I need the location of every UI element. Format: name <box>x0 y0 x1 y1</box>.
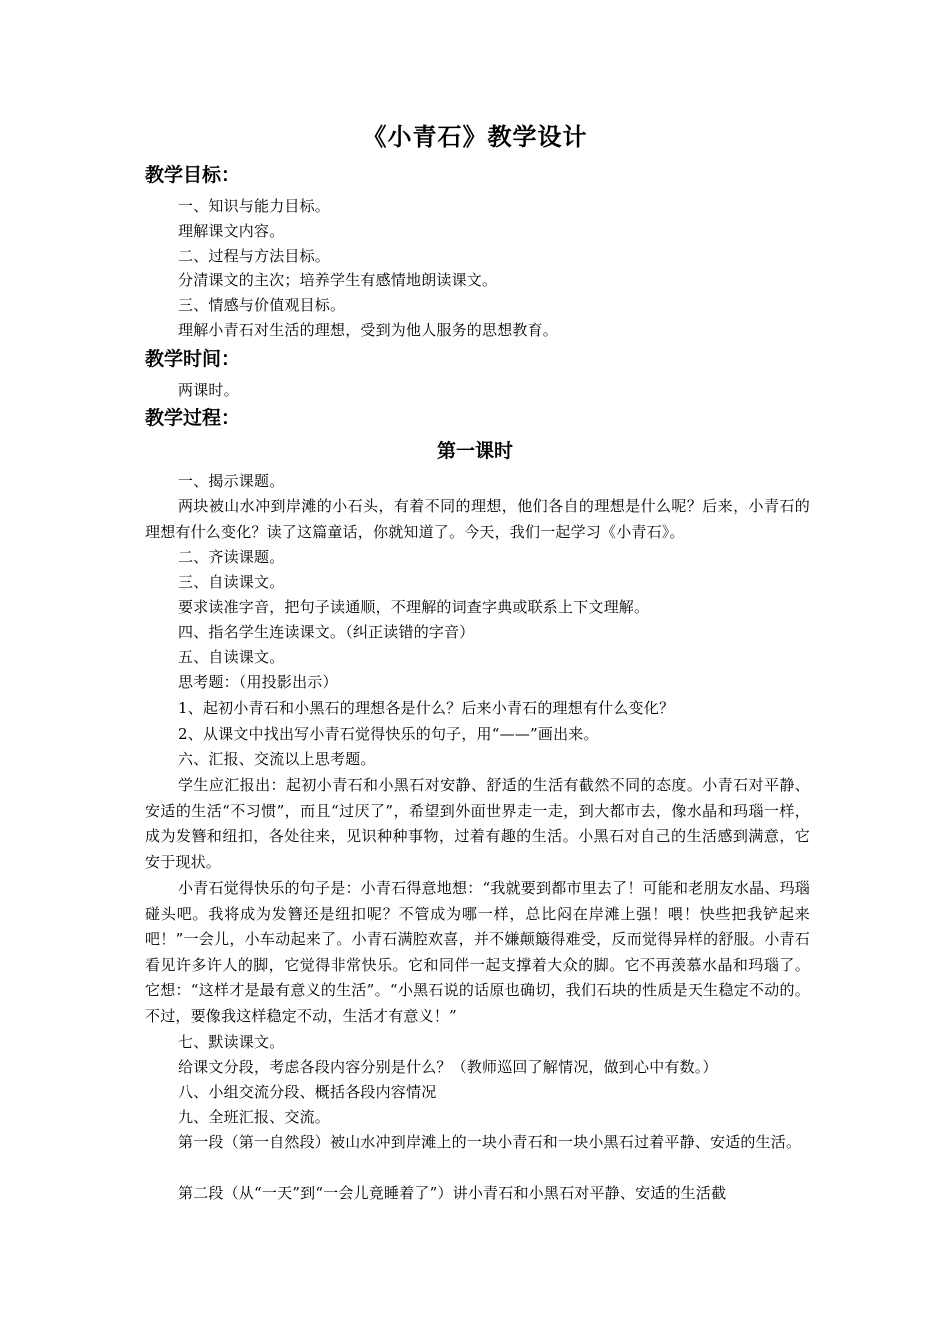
process-paragraph: 2、从课文中找出写小青石觉得快乐的句子，用“——”画出来。 <box>178 725 599 743</box>
process-paragraph: 给课文分段，考虑各段内容分别是什么？（教师巡回了解情况，做到心中有数。） <box>178 1058 718 1076</box>
process-paragraph: 六、汇报、交流以上思考题。 <box>178 750 376 768</box>
document-title: 《小青石》教学设计 <box>362 123 588 151</box>
process-paragraph: 1、起初小青石和小黑石的理想各是什么？后来小青石的理想有什么变化？ <box>178 699 675 717</box>
goal-line: 分清课文的主次；培养学生有感情地朗读课文。 <box>178 271 498 289</box>
goal-line: 三、情感与价值观目标。 <box>178 296 346 314</box>
goal-line: 理解小青石对生活的理想，受到为他人服务的思想教育。 <box>178 321 559 339</box>
goal-line: 理解课文内容。 <box>178 222 285 240</box>
process-paragraph: 要求读准字音，把句子读通顺，不理解的词查字典或联系上下文理解。 <box>178 598 650 616</box>
process-paragraph: 五、自读课文。 <box>178 648 285 666</box>
process-paragraph: 四、指名学生连读课文。（纠正读错的字音） <box>178 623 475 641</box>
process-paragraph: 第一段（第一自然段）被山水冲到岸滩上的一块小青石和一块小黑石过着平静、安适的生活。 <box>178 1133 802 1151</box>
process-paragraph: 七、默读课文。 <box>178 1033 285 1051</box>
process-paragraph: 三、自读课文。 <box>178 573 285 591</box>
process-paragraph: 学生应汇报出：起初小青石和小黑石对安静、舒适的生活有截然不同的态度。小青石对平静、安适的生活“不习惯”，而且“过厌了”，希望到外面世界走一走，到大都市去，像水晶和玛瑙一样，成为发簪和纽扣，各处往来，见识种种事物，过着有趣的生活。小黑石对自己的生活感到满意，它安于现状。 <box>145 776 810 871</box>
process-paragraph: 九、全班汇报、交流。 <box>178 1108 331 1126</box>
lesson-title: 第一课时 <box>436 440 513 462</box>
time-text: 两课时。 <box>178 381 239 399</box>
process-paragraph: 小青石觉得快乐的句子是：小青石得意地想：“我就要到都市里去了！可能和老朋友水晶、玛瑙碰头吧。我将成为发簪还是纽扣呢？不管成为哪一样，总比闷在岸滩上强！喂！快些把我铲起来吧！”一会儿，小车动起来了。小青石满腔欢喜，并不嫌颠簸得难受，反而觉得异样的舒服。小青石看见许多许人的脚，它觉得非常快乐。它和同伴一起支撑着大众的脚。它不再羡慕水晶和玛瑙了。它想：“这样才是最有意义的生活”。“小黑石说的话原也确切，我们石块的性质是天生稳定不动的。不过，要像我这样稳定不动，生活才有意义！” <box>145 879 810 1025</box>
process-paragraph: 思考题：（用投影出示） <box>178 673 338 691</box>
goal-line: 二、过程与方法目标。 <box>178 247 331 265</box>
time-heading: 教学时间： <box>145 348 241 370</box>
process-paragraph: 第二段（从“一天”到“一会儿竟睡着了”）讲小青石和小黑石对平静、安适的生活截 <box>178 1184 727 1202</box>
process-heading: 教学过程： <box>145 407 241 429</box>
process-paragraph: 二、齐读课题。 <box>178 548 285 566</box>
process-paragraph: 一、揭示课题。 <box>178 472 285 490</box>
process-paragraph: 八、小组交流分段、概括各段内容情况 <box>178 1083 437 1101</box>
process-paragraph: 两块被山水冲到岸滩的小石头，有着不同的理想，他们各自的理想是什么呢？后来，小青石的理想有什么变化？读了这篇童话，你就知道了。今天，我们一起学习《小青石》。 <box>145 497 810 541</box>
goal-line: 一、知识与能力目标。 <box>178 197 331 215</box>
goals-heading: 教学目标： <box>145 164 241 186</box>
